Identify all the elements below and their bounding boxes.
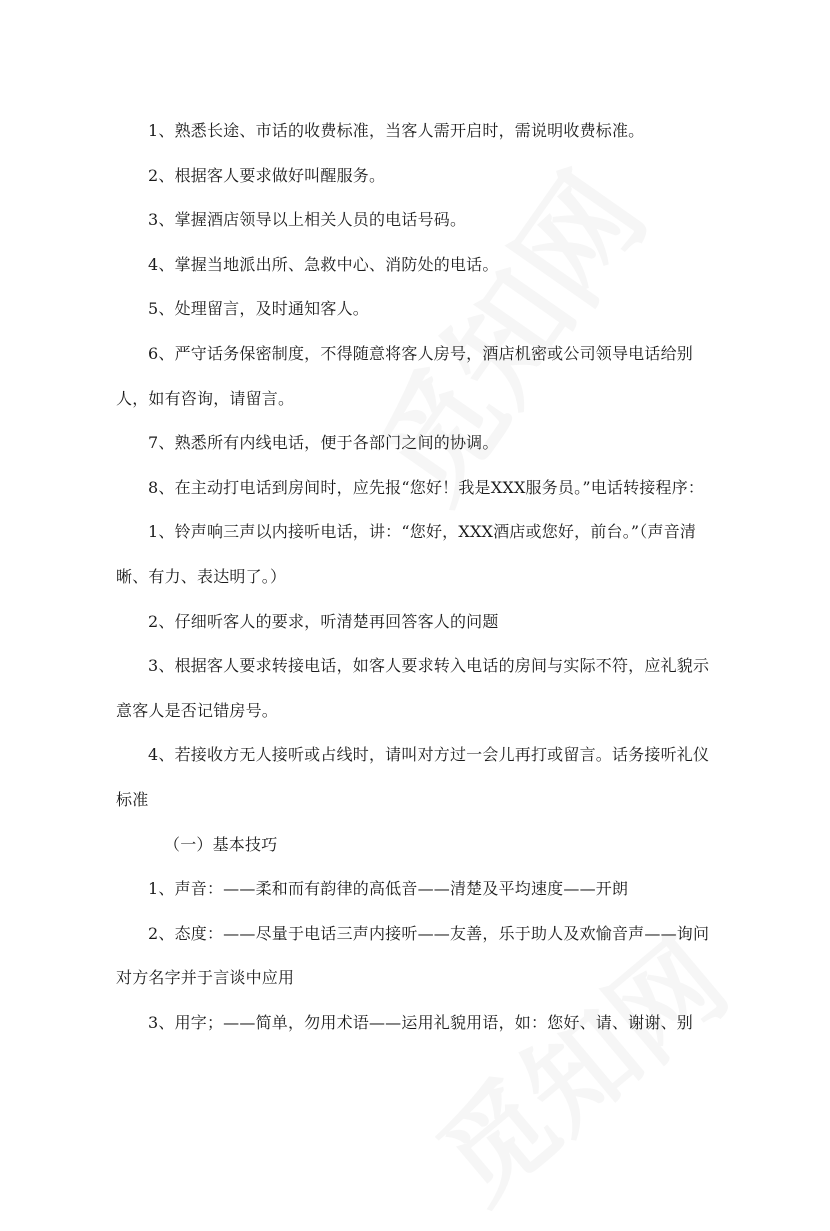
paragraph-13: 1、声音：——柔和而有韵律的高低音——清楚及平均速度——开朗 <box>148 879 629 899</box>
paragraph-14: 2、态度：——尽量于电话三声内接听——友善，乐于助人及欢愉音声——询问对方名字并于言谈中应用 <box>116 923 710 988</box>
document-body <box>116 109 716 1045</box>
paragraph-7: 7、熟悉所有内线电话，便于各部门之间的协调。 <box>148 433 499 453</box>
paragraph-5: 5、处理留言，及时通知客人。 <box>148 299 369 319</box>
paragraph-3: 3、掌握酒店领导以上相关人员的电话号码。 <box>148 210 467 230</box>
paragraph-9: 1、铃声响三声以内接听电话，讲：“您好，XXX酒店或您好，前台。”（声音清晰、有力、表达明了。） <box>116 522 697 586</box>
paragraph-12: 4、若接收方无人接听或占线时，请叫对方过一会儿再打或留言。话务接听礼仪标准 <box>116 745 710 809</box>
paragraph-4: 4、掌握当地派出所、急救中心、消防处的电话。 <box>148 254 499 274</box>
paragraph-6: 6、严守话务保密制度，不得随意将客人房号，酒店机密或公司领导电话给别人，如有咨询，请留言。 <box>116 343 693 408</box>
paragraph-10: 2、仔细听客人的要求，听清楚再回答客人的问题 <box>148 611 499 631</box>
paragraph-15: 3、用字；——简单，勿用术语——运用礼貌用语，如：您好、请、谢谢、别 <box>148 1012 693 1032</box>
paragraph-1: 1、熟悉长途、市话的收费标准，当客人需开启时，需说明收费标准。 <box>148 121 645 140</box>
section-heading: （一）基本技巧 <box>164 834 278 854</box>
paragraph-2: 2、根据客人要求做好叫醒服务。 <box>148 165 386 185</box>
paragraph-8: 8、在主动打电话到房间时，应先报“您好！我是XXX服务员。”电话转接程序： <box>148 477 705 497</box>
paragraph-11: 3、根据客人要求转接电话，如客人要求转入电话的房间与实际不符，应礼貌示意客人是否记错房号。 <box>116 656 710 720</box>
